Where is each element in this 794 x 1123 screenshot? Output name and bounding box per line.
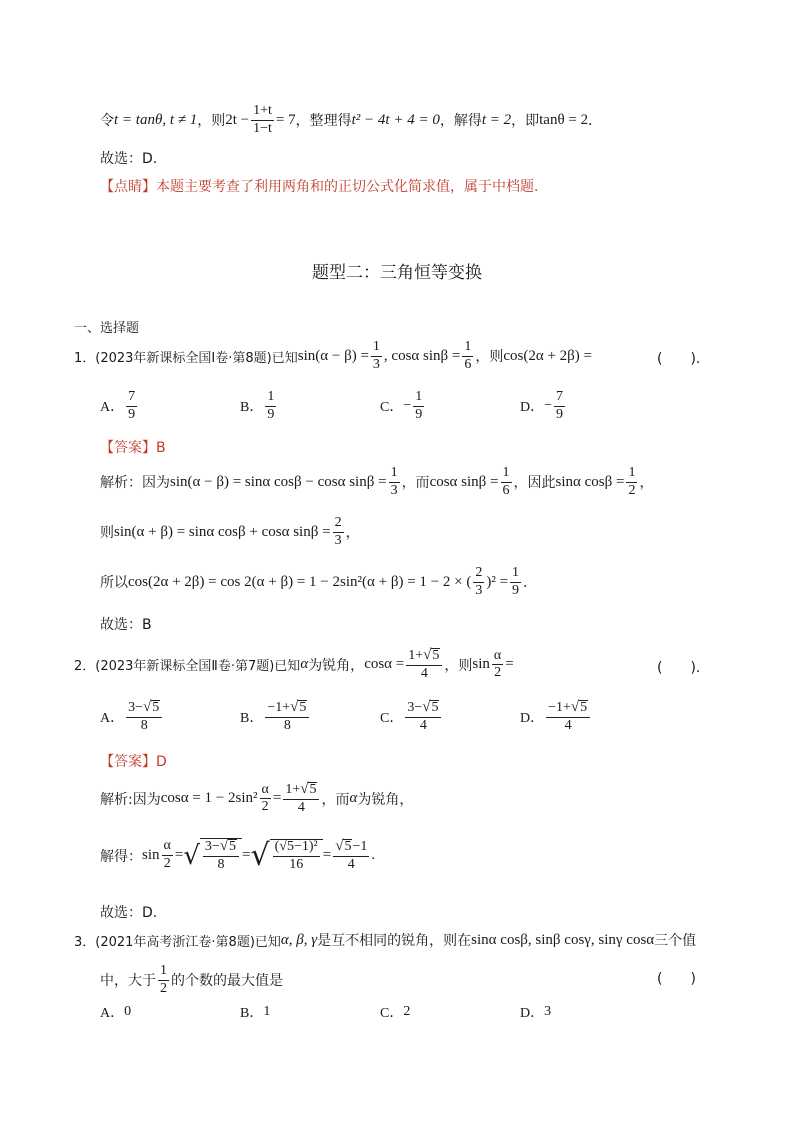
fraction xyxy=(510,566,521,598)
math: cosα sinβ = xyxy=(429,473,499,490)
option-d xyxy=(520,1002,551,1022)
sqrt: √ 5 xyxy=(300,781,317,797)
answer-tag: 【答案】B xyxy=(100,440,166,456)
text: 的个数的最大值是 xyxy=(171,973,283,990)
option-label: D． xyxy=(520,710,545,726)
radicand: 5 xyxy=(152,700,160,715)
option-b xyxy=(240,1002,270,1022)
fraction xyxy=(413,390,424,422)
text: ． xyxy=(588,113,603,130)
q1-solution-line-3 xyxy=(100,566,537,598)
option-label: C． xyxy=(380,710,404,726)
option-a xyxy=(100,700,164,733)
denominator: 3 xyxy=(372,356,380,372)
text: 为锐角， xyxy=(308,657,365,674)
numerator: 7 xyxy=(126,390,137,407)
math: sin xyxy=(472,656,490,673)
math: , cosα sinβ = xyxy=(383,347,461,364)
text: 为锐角， xyxy=(357,791,414,808)
fraction xyxy=(405,700,441,733)
text: 解析:因为 xyxy=(100,791,161,808)
fraction xyxy=(473,566,484,598)
question-2-stem xyxy=(74,648,514,681)
text: 3．(2021年高考浙江卷·第8题)已知 xyxy=(74,934,281,950)
numerator-part: −1+ xyxy=(548,700,571,715)
math: α xyxy=(349,790,358,807)
text: ，则 xyxy=(475,349,504,366)
option-value: 3 xyxy=(544,1004,552,1019)
option-label: A． xyxy=(100,1006,125,1021)
fraction xyxy=(162,839,173,871)
fraction xyxy=(371,340,382,372)
fraction xyxy=(273,840,320,872)
math: 2t − xyxy=(225,111,250,128)
math: sin(α + β) = sinα cosβ + cosα sinβ = xyxy=(114,523,331,540)
math: sin(α − β) = sinα cosβ − cosα sinβ = xyxy=(170,473,387,490)
fraction xyxy=(265,700,309,733)
denominator: 1−t xyxy=(253,120,272,136)
numerator-part: −1+ xyxy=(267,700,291,715)
numerator-part: 1+ xyxy=(285,782,301,797)
fraction xyxy=(126,700,162,733)
numerator-part: 3− xyxy=(204,839,220,855)
math: cosα = 1 − 2sin² xyxy=(160,790,258,807)
sqrt: √ 5 xyxy=(143,699,160,715)
radicand: 5 xyxy=(229,839,237,855)
numerator xyxy=(406,648,442,666)
option-d xyxy=(520,390,567,422)
fraction xyxy=(265,390,276,422)
numerator: 1 xyxy=(626,466,637,483)
denominator: 3 xyxy=(334,532,342,548)
math: = xyxy=(505,656,514,673)
option-label: C． xyxy=(380,1006,404,1021)
fraction xyxy=(203,839,239,872)
q1-solution-line-2 xyxy=(100,516,360,548)
numerator: 1 xyxy=(371,340,382,357)
option-label: A． xyxy=(100,710,125,726)
numerator: 2 xyxy=(473,566,484,583)
q2-solution-line-1 xyxy=(100,782,413,815)
section-label: 一、选择题 xyxy=(74,321,140,336)
sqrt: √ 5 xyxy=(335,837,352,854)
denominator: 9 xyxy=(556,406,564,422)
denominator: 6 xyxy=(464,356,472,372)
denominator: 9 xyxy=(267,406,275,422)
sqrt: √ 3− √ 5 8 xyxy=(183,838,242,872)
option-c xyxy=(380,700,443,733)
q2-solution-line-2 xyxy=(100,838,375,873)
math: = xyxy=(322,847,332,863)
text: ，而 xyxy=(321,791,350,808)
denominator: 8 xyxy=(217,857,225,873)
q1-final-answer: 故选：B xyxy=(100,617,152,633)
answer-blank: ( ) xyxy=(657,971,696,987)
text: 是互不相同的锐角，则在 xyxy=(317,933,472,949)
fraction xyxy=(492,649,503,681)
text: ，因此 xyxy=(513,475,556,492)
fraction xyxy=(283,782,319,815)
comment-tag: 【点睛】 xyxy=(100,179,156,195)
text: 解得： xyxy=(100,848,142,865)
denominator: 2 xyxy=(494,665,502,681)
numerator: 1+t xyxy=(251,104,274,121)
option-a xyxy=(100,390,139,422)
fraction xyxy=(158,964,169,996)
numerator: α xyxy=(260,783,271,800)
answer-blank: ( ). xyxy=(657,660,701,676)
denominator: 8 xyxy=(283,717,291,733)
text: ， xyxy=(345,525,360,542)
sqrt: √ 5 xyxy=(422,699,439,715)
numerator: 7 xyxy=(554,390,565,407)
numerator-part: 1+ xyxy=(408,648,424,663)
numerator: 1 xyxy=(265,390,276,407)
denominator: 6 xyxy=(502,482,510,498)
numerator: 1 xyxy=(462,340,473,357)
option-label: D． xyxy=(520,1006,545,1021)
answer-blank: ( ). xyxy=(657,351,701,367)
math: = xyxy=(272,790,282,807)
math: = 7 xyxy=(275,111,296,128)
numerator-part: 3− xyxy=(128,700,144,715)
option-label: C． xyxy=(380,400,404,416)
numerator xyxy=(333,839,369,857)
q1-solution-line-1 xyxy=(100,466,653,498)
numerator: 1 xyxy=(158,964,169,981)
numerator: 1 xyxy=(501,466,512,483)
denominator: 4 xyxy=(347,856,355,872)
fraction xyxy=(333,516,344,548)
fraction xyxy=(260,783,271,815)
text: 令 xyxy=(100,113,114,130)
denominator: 4 xyxy=(297,799,305,815)
answer-tag: 【答案】D xyxy=(100,754,167,770)
fraction xyxy=(389,466,400,498)
math: t = tanθ, t ≠ 1 xyxy=(114,111,198,128)
text: ，而 xyxy=(401,475,430,492)
text: 三个值 xyxy=(654,933,697,949)
answer-line: 故选：D. xyxy=(100,151,158,167)
numerator: 1 xyxy=(413,390,424,407)
question-3-stem xyxy=(74,930,696,950)
math: sin(α − β) = xyxy=(297,347,369,364)
text: 2．(2023年新课标全国Ⅱ卷·第7题)已知 xyxy=(74,659,301,675)
option-label: B． xyxy=(240,710,264,726)
numerator-part: 3− xyxy=(407,700,423,715)
sqrt: √ 5 xyxy=(423,647,440,663)
option-b xyxy=(240,700,311,733)
fraction xyxy=(462,340,473,372)
comment-line xyxy=(100,176,548,196)
solution-line-top xyxy=(100,104,602,136)
text: 解析：因为 xyxy=(100,475,170,492)
option-value: 0 xyxy=(124,1004,132,1019)
math: sinα cosβ, sinβ cosγ, sinγ cosα xyxy=(471,931,655,948)
option-sign: − xyxy=(544,398,553,414)
math: t² − 4t + 4 = 0 xyxy=(351,111,440,128)
denominator: 9 xyxy=(415,406,423,422)
denominator: 4 xyxy=(564,717,572,733)
option-a xyxy=(100,1002,131,1022)
math: )² = xyxy=(486,573,509,590)
sqrt: √ 5 xyxy=(290,699,307,715)
math: = xyxy=(174,847,184,863)
denominator: 9 xyxy=(512,582,520,598)
math: cos(2α + 2β) = xyxy=(503,347,593,364)
radicand xyxy=(200,838,242,872)
denominator: 2 xyxy=(628,482,636,498)
numerator: 2 xyxy=(333,516,344,533)
fraction xyxy=(554,390,565,422)
option-label: B． xyxy=(240,1006,264,1021)
sqrt: √ 5 xyxy=(219,838,237,855)
q2-final-answer: 故选：D. xyxy=(100,905,158,921)
denominator: 3 xyxy=(390,482,398,498)
text: ，解得 xyxy=(439,113,482,130)
option-value: 1 xyxy=(263,1004,271,1019)
radicand: 5 xyxy=(344,838,352,854)
option-c xyxy=(380,390,426,422)
text: ，整理得 xyxy=(295,113,352,130)
math: = xyxy=(242,847,251,863)
numerator xyxy=(546,700,590,718)
option-value: 2 xyxy=(403,1004,411,1019)
math: sinα cosβ = xyxy=(555,473,625,490)
numerator: 1 xyxy=(389,466,400,483)
fraction xyxy=(626,466,637,498)
numerator xyxy=(203,839,239,857)
denominator: 2 xyxy=(261,799,269,815)
radicand: 5 xyxy=(432,648,440,663)
numerator xyxy=(265,700,309,718)
fraction xyxy=(501,466,512,498)
text: ，则 xyxy=(197,113,226,130)
question-3-stem-line-2 xyxy=(100,964,283,996)
denominator: 2 xyxy=(163,856,171,871)
math: tanθ = 2 xyxy=(539,111,589,128)
text: ． xyxy=(523,575,538,592)
denominator: 4 xyxy=(420,665,428,681)
option-label: A． xyxy=(100,400,125,416)
option-label: B． xyxy=(240,400,264,416)
numerator: 1 xyxy=(510,566,521,583)
radicand: 5 xyxy=(580,700,588,715)
numerator: (√5−1)² xyxy=(273,840,320,857)
fraction xyxy=(251,104,274,136)
sqrt: √ 5 xyxy=(570,699,588,715)
math: α, β, γ xyxy=(280,931,318,948)
denominator: 16 xyxy=(289,856,304,872)
comment-text: 本题主要考查了利用两角和的正切公式化简求值，属于中档题． xyxy=(156,179,548,195)
radicand: 5 xyxy=(431,700,439,715)
text: ， xyxy=(639,475,654,492)
denominator: 9 xyxy=(128,406,136,422)
denominator: 2 xyxy=(160,980,167,996)
denominator: 8 xyxy=(140,717,148,733)
math: α xyxy=(300,656,309,673)
text: ，即 xyxy=(511,113,540,130)
denominator: 3 xyxy=(475,582,483,598)
section-heading: 题型二：三角恒等变换 xyxy=(312,263,482,283)
sqrt: √ $\frac{\text{(√5−1)²}}{16}$ xyxy=(251,838,323,873)
fraction xyxy=(546,700,590,733)
math: cosα = xyxy=(364,656,405,673)
math: . xyxy=(371,847,376,863)
numerator: α xyxy=(492,649,503,666)
text: 则 xyxy=(100,525,114,542)
option-b xyxy=(240,390,278,422)
numerator xyxy=(283,782,319,800)
math: cos(2α + 2β) = cos 2(α + β) = 1 − 2sin²(α + β) = 1 − 2 × ( xyxy=(128,573,472,590)
question-1-stem xyxy=(74,340,592,372)
option-d xyxy=(520,700,592,733)
denominator: 4 xyxy=(419,717,427,733)
numerator xyxy=(405,700,441,718)
text: ，则 xyxy=(444,657,473,674)
option-c xyxy=(380,1002,410,1022)
numerator xyxy=(126,700,162,718)
math: t = 2 xyxy=(481,111,512,128)
radicand xyxy=(270,839,323,872)
fraction xyxy=(126,390,137,422)
text: 中，大于 xyxy=(100,973,156,990)
fraction xyxy=(406,648,442,681)
radicand: 5 xyxy=(309,782,317,797)
fraction xyxy=(333,839,369,872)
text: 1．(2023年新课标全国Ⅰ卷·第8题)已知 xyxy=(74,350,298,366)
math: sin xyxy=(142,847,160,863)
text: 所以 xyxy=(100,575,128,592)
numerator: α xyxy=(162,839,173,856)
option-label: D． xyxy=(520,400,545,416)
numerator-part: −1 xyxy=(352,838,368,854)
radicand: 5 xyxy=(299,700,307,715)
option-sign: − xyxy=(403,398,412,414)
